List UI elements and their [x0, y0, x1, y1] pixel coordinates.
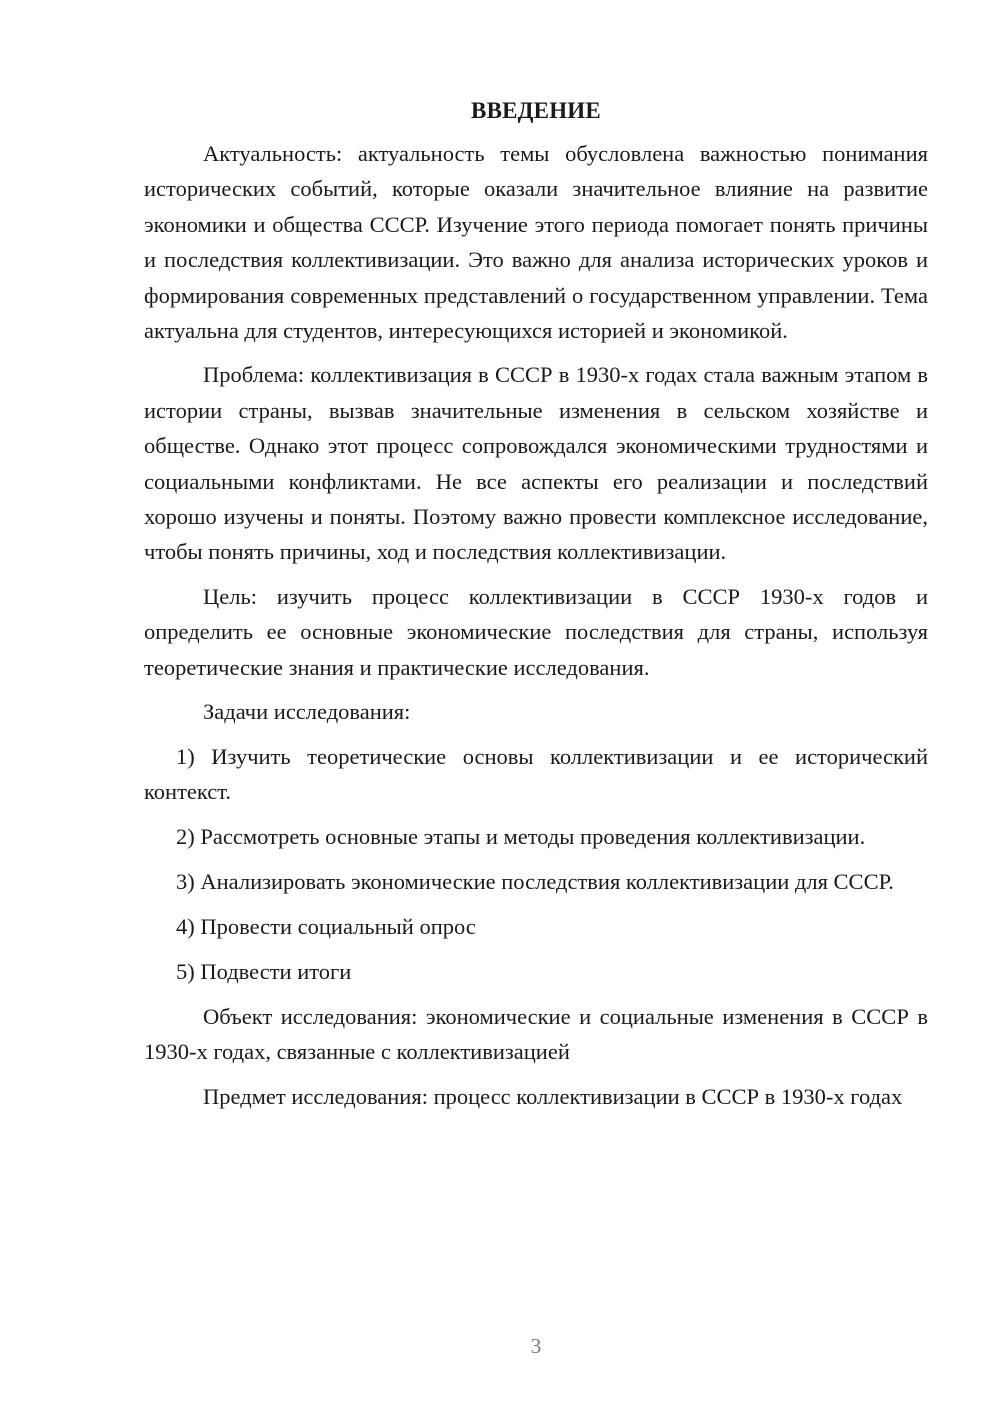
- section-heading: ВВЕДЕНИЕ: [471, 98, 601, 123]
- task-item-5: 5) Подвести итоги: [176, 958, 352, 984]
- task-item-4: 4) Провести социальный опрос: [176, 913, 476, 939]
- relevance-paragraph: Актуальность: актуальность темы обусловлена важностью понимания исторических событий, которые оказали значительное влияние на развитие экономики и общества СССР. Изучение этого периода помогает понять причины и последствия коллективизации. Это важно для анализа исторических уроков и формирования современных представлений о государственном управлении. Тема актуальна для студентов, интересующихся историей и экономикой.: [144, 141, 928, 344]
- object-paragraph: Объект исследования: экономические и социальные изменения в СССР в 1930-х годах, связанные с коллективизацией: [144, 1003, 928, 1065]
- task-item-1: 1) Изучить теоретические основы коллективизации и ее исторический контекст.: [144, 743, 928, 804]
- page-number: 3: [530, 1334, 542, 1358]
- task-item-2: 2) Рассмотреть основные этапы и методы проведения коллективизации.: [176, 823, 866, 849]
- task-item-3: 3) Анализировать экономические последствия коллективизации для СССР.: [176, 868, 894, 894]
- document-page: [144, 94, 928, 1123]
- tasks-heading: Задачи исследования:: [203, 699, 411, 725]
- goal-paragraph: Цель: изучить процесс коллективизации в СССР 1930-х годов и определить ее основные экономические последствия для страны, используя теоретические знания и практические исследования.: [144, 583, 928, 680]
- subject-paragraph: Предмет исследования: процесс коллективизации в СССР в 1930-х годах: [203, 1083, 903, 1109]
- problem-paragraph: Проблема: коллективизация в СССР в 1930-х годах стала важным этапом в истории страны, вызвав значительные изменения в сельском хозяйстве и обществе. Однако этот процесс сопровождался экономическими трудностями и социальными конфликтами. Не все аспекты его реализации и последствий хорошо изучены и поняты. Поэтому важно провести комплексное исследование, чтобы понять причины, ход и последствия коллективизации.: [144, 362, 928, 565]
